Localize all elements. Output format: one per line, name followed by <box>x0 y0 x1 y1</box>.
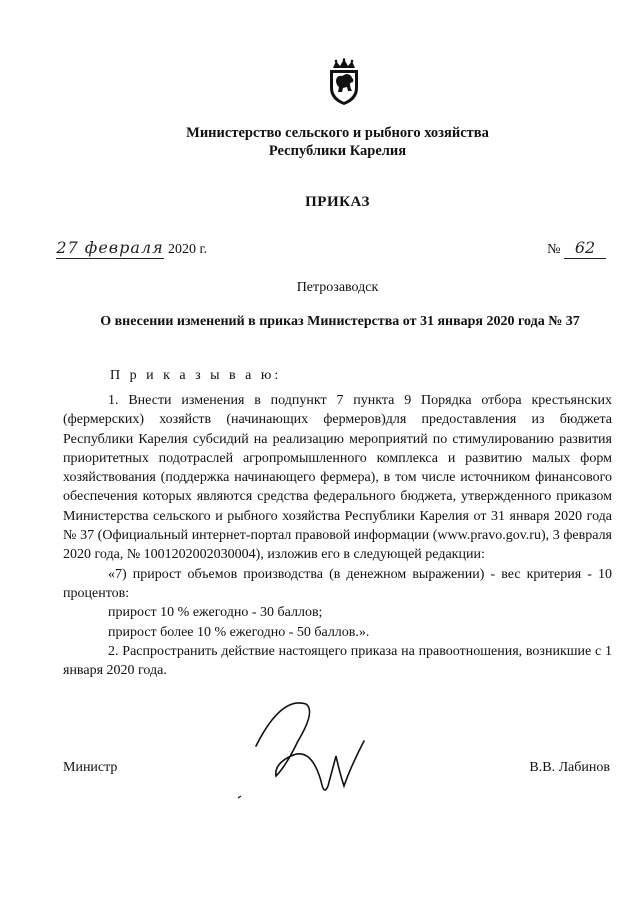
org-name-line2: Республики Карелия <box>268 143 407 159</box>
paragraph-2: 2. Распространить действие настоящего приказа на правоотношения, возникшие с 1 января 2020 года. <box>63 643 612 679</box>
org-name-line1: Министерство сельского и рыбного хозяйства <box>186 125 489 141</box>
document-body <box>63 391 612 680</box>
paragraph-1: 1. Внести изменения в подпункт 7 пункта 9 Порядка отбора крестьянских (фермерских) хозяйств (начинающих фермеров)для предоставления из бюджета Республики Карелия субсидий на реализацию мероприятий по стимулированию развития приоритетных подотраслей агропромышленного комплекса и развитию малых форм хозяйствования (поддержка начинающего фермера), в том числе источником финансового обеспечения которых являются средства федерального бюджета, утвержденного приказом Министерства сельского и рыбного хозяйства Республики Карелия от 31 января 2020 года № 37 (Официальный интернет-портал правовой информации (www.pravo.gov.ru), 3 февраля 2020 года, № 1001202002030004), изложив его в следующей редакции: <box>63 393 612 563</box>
karelia-coat-of-arms-icon <box>327 58 361 106</box>
signer-name: В.В. Лабинов <box>529 760 610 775</box>
date-field <box>56 238 207 259</box>
sub-item-1: прирост 10 % ежегодно - 30 баллов; <box>108 605 323 621</box>
number-handwritten: 62 <box>564 238 606 259</box>
city: Петрозаводск <box>296 280 379 295</box>
date-handwritten: 27 февраля <box>56 238 164 257</box>
number-prefix: № <box>547 242 561 257</box>
signer-position: Министр <box>63 760 118 775</box>
organization-header <box>0 124 639 160</box>
number-field <box>547 238 606 259</box>
document-subject: О внесении изменений в приказ Министерства от 31 января 2020 года № 37 <box>100 314 580 329</box>
document-type: ПРИКАЗ <box>305 194 370 210</box>
directive-word: П р и к а з ы в а ю: <box>110 368 282 383</box>
date-year: 2020 г. <box>168 242 208 257</box>
sub-item-2: прирост более 10 % ежегодно - 50 баллов.». <box>108 624 370 640</box>
signature-icon <box>236 686 386 806</box>
paragraph-quote: «7) прирост объемов производства (в денежном выражении) - вес критерия - 10 процентов: <box>63 566 612 601</box>
